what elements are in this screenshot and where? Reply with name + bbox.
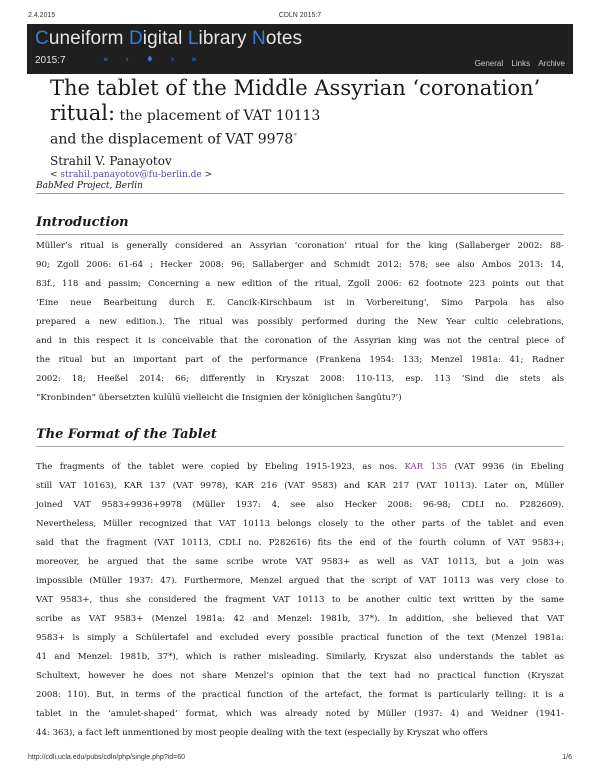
title-line-2 bbox=[50, 101, 550, 128]
divider bbox=[36, 193, 564, 194]
text-line: 2008: 110). But, in terms of the practical function of the artefact, the format is particularly telling: it is a bbox=[36, 690, 564, 700]
text-line: joined VAT 9583+9936+9978 (Müller 1937: 4, see also Hecker 2008: 96-98; CDLI no. P282609). bbox=[36, 500, 564, 510]
text-line: the ritual but an important part of the performance (Frankena 1954: 133; Menzel 1981a: 41; Radner bbox=[36, 355, 564, 365]
page-number: 1/6 bbox=[562, 754, 572, 761]
text-line: VAT 9583+, thus she considered the fragment VAT 10113 to be another cultic text written by the same bbox=[36, 595, 564, 605]
top-nav bbox=[469, 59, 565, 68]
kar-135-link[interactable]: KAR 135 bbox=[404, 462, 448, 472]
site-title-initial: L bbox=[187, 28, 199, 49]
email-open: < bbox=[50, 170, 61, 180]
section-heading-introduction: Introduction bbox=[36, 215, 129, 230]
text-line: 90; Zgoll 2006: 61-64 ; Hecker 2008: 96; Sallaberger and Schmidt 2012: 578; see also Ambos 2013: 14, bbox=[36, 260, 564, 270]
print-date: 2.4.2015 bbox=[28, 12, 56, 19]
author-email bbox=[50, 170, 212, 180]
site-banner bbox=[27, 24, 573, 74]
text-line: impossible (Müller 1937: 47). Furthermore, Menzel argued that the script of VAT 10113 was very close to bbox=[36, 576, 564, 586]
text-line: Nevertheless, Müller recognized that VAT 10113 belongs closely to the other parts of the tablet and even bbox=[36, 519, 564, 529]
text-line: still VAT 10163), KAR 137 (VAT 9978), KAR 216 (VAT 9583) and KAR 217 (VAT 10113). Later on, Müller bbox=[36, 481, 564, 491]
section-rule bbox=[36, 234, 564, 235]
text-line: 9583+ is simply a Schülertafel and excluded every possible practical function of the text (Menzel 1981a: bbox=[36, 633, 564, 643]
site-title-word: ibrary bbox=[198, 28, 252, 49]
text-line: 44: 363), a fact left unmentioned by most people dealing with the text (especially by Kryszat who offers bbox=[36, 728, 488, 738]
nav-archive[interactable]: Archive bbox=[538, 59, 565, 68]
title-line-1: The tablet of the Middle Assyrian ‘coronation’ bbox=[50, 76, 541, 100]
site-title-word: otes bbox=[265, 28, 303, 49]
print-title: CDLN 2015:7 bbox=[278, 12, 322, 19]
issue-navigation-arrows[interactable]: « ‹ ♦ › » bbox=[103, 55, 204, 65]
title-line-3 bbox=[50, 128, 550, 148]
nav-general[interactable]: General bbox=[474, 59, 504, 68]
email-link[interactable]: strahil.panayotov@fu-berlin.de bbox=[60, 170, 202, 180]
text-line: said that the fragment (VAT 10113, CDLI no. P282616) fits the end of the fourth column of VAT 9583+; bbox=[36, 538, 564, 548]
print-footer bbox=[0, 754, 600, 766]
title-line-2-sub: the placement of VAT 10113 bbox=[115, 108, 321, 124]
title-footnote-mark[interactable]: * bbox=[293, 132, 297, 140]
print-header bbox=[0, 12, 600, 24]
site-title[interactable] bbox=[35, 28, 302, 50]
nav-links[interactable]: Links bbox=[511, 59, 531, 68]
title-line-2-main: ritual: bbox=[50, 101, 116, 125]
text-line: 2002: 18; Heeßel 2014: 66; differently in Kryszat 2008: 110-113, esp. 113 ‘Sind die stets als bbox=[36, 374, 564, 384]
text-line: “Kronbinden” übersetzten kulūlū vielleicht die Insignien der königlichen šangûtu?’) bbox=[36, 393, 402, 403]
site-title-word: uneiform bbox=[48, 28, 129, 49]
text-line: scribe as VAT 9583+ (Menzel 1981a: 42 and Menzel: 1981b, 37*). In addition, she believed that VAT bbox=[36, 614, 564, 624]
text-line: ‘Eine neue Bearbeitung durch E. Cancik-Kirschbaum ist in Vorbereitung’, Simo Parpola has also bbox=[36, 298, 564, 308]
author-name: Strahil V. Panayotov bbox=[50, 154, 172, 168]
section-rule bbox=[36, 446, 564, 447]
paragraph-format bbox=[36, 458, 564, 743]
site-title-initial: C bbox=[35, 28, 49, 49]
text-line: 41 and Menzel: 1981b, 37*), which is rather misleading. Similarly, Kryszat also understands the tablet as bbox=[36, 652, 564, 662]
text-line: and in this respect it is conceivable that the coronation of the Assyrian king was not the central piece of bbox=[36, 336, 564, 346]
print-url: http://cdli.ucla.edu/pubs/cdln/php/single.php?id=60 bbox=[28, 754, 186, 761]
issue-number: 2015:7 bbox=[35, 55, 66, 66]
site-title-initial: D bbox=[128, 28, 143, 49]
text-line: The fragments of the tablet were copied by Ebeling 1915-1923, as nos. KAR 135 (VAT 9936 (in Ebeling bbox=[36, 462, 564, 472]
section-heading-format: The Format of the Tablet bbox=[36, 427, 217, 442]
article-title bbox=[50, 76, 550, 148]
text-line: 83f., 118 and passim; Concerning a new edition of the ritual, Zgoll 2006: 62 footnote 223 points out that bbox=[36, 279, 564, 289]
email-close: > bbox=[201, 170, 213, 180]
text-line: moreover, he argued that the same scribe wrote VAT 9583+ as well as VAT 10113, but a join was bbox=[36, 557, 564, 567]
text-line: tablet in the ‘amulet-shaped’ format, which was already noted by Müller (1937: 4) and Weidner (1941- bbox=[36, 709, 564, 719]
text-line: Schultext, however he does not share Menzel’s opinion that the text had no practical function (Kryszat bbox=[36, 671, 564, 681]
paragraph-introduction bbox=[36, 237, 564, 408]
text-line: Müller’s ritual is generally considered an Assyrian ‘coronation’ ritual for the king (Sallaberger 2002: 88- bbox=[36, 241, 564, 251]
site-title-initial: N bbox=[252, 28, 266, 49]
title-line-3-text: and the displacement of VAT 9978 bbox=[50, 131, 294, 148]
site-title-word: igital bbox=[142, 28, 188, 49]
text-line: prepared a new edition.). The ritual was possibly performed during the New Year cultic celebrations, bbox=[36, 317, 564, 327]
author-affiliation: BabMed Project, Berlin bbox=[36, 181, 143, 191]
